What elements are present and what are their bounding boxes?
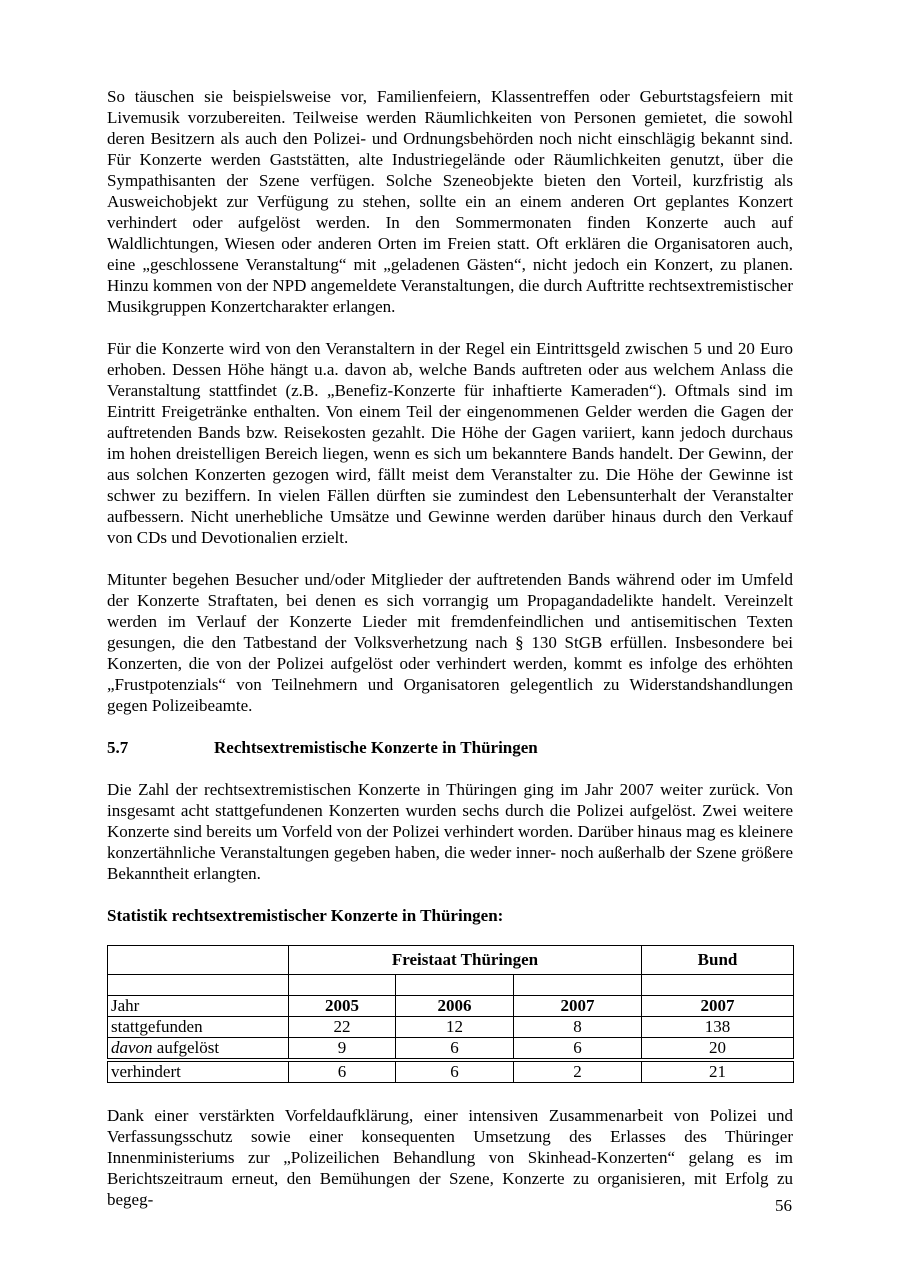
table-year-row: [108, 996, 794, 1017]
table-cell: 6: [396, 1038, 514, 1061]
paragraph-concert-count: Die Zahl der rechtsextremistischen Konzerte in Thüringen ging im Jahr 2007 weiter zurück. Von insgesamt acht stattgefundenen Konzerten wurden sechs durch die Polizei aufgelöst. Zwei weitere Konzerte sind bereits um Vorfeld von der Polizei verhindert worden. Darüber hinaus mag es kleinere konzertähnliche Veranstaltungen gegeben haben, die weder inner- noch außerhalb der Szene größere Bekanntheit erlangten.: [107, 780, 793, 883]
page-number: 56: [775, 1196, 792, 1215]
row-label: stattgefunden: [108, 1017, 289, 1038]
year-cell: 2007: [642, 996, 794, 1017]
paragraph-prevention: Dank einer verstärkten Vorfeldaufklärung, einer intensiven Zusammenarbeit von Polizei und Verfassungsschutz sowie einer konsequenten Umsetzung des Erlasses des Thüringer Innenministeriums zur „Polizeilichen Behandlung von Skinhead-Konzerten“ gelang es im Berichtszeitraum erneut, den Bemühungen der Szene, Konzerte zu organisieren, mit Erfolg zu begeg-: [107, 1106, 793, 1209]
row-label-text: aufgelöst: [152, 1038, 220, 1057]
section-heading: [107, 737, 793, 758]
table-cell: 2: [514, 1060, 642, 1083]
table-cell: [642, 975, 794, 996]
table-cell: 6: [396, 1060, 514, 1083]
document-page: [107, 86, 793, 1210]
table-spacer-row: [108, 975, 794, 996]
paragraph-venues: So täuschen sie beispielsweise vor, Familienfeiern, Klassentreffen oder Geburtstagsfeiern mit Livemusik vorzubereiten. Teilweise werden Räumlichkeiten von Personen gemietet, die sowohl deren Besitzern als auch den Polizei- und Ordnungsbehörden noch nicht einschlägig bekannt sind. Für Konzerte werden Gaststätten, alte Industriegelände oder Räumlichkeiten genutzt, über die Sympathisanten der Szene verfügen. Solche Szeneobjekte bieten den Vorteil, kurzfristig als Ausweichobjekt zur Verfügung zu stehen, sollte ein an einem anderen Ort geplantes Konzert verhindert oder aufgelöst werden. In den Sommermonaten finden Konzerte auch auf Waldlichtungen, Wiesen oder anderen Orten im Freien statt. Oft erklären die Organisatoren auch, eine „geschlossene Veranstaltung“ mit „geladenen Gästen“, nicht jedoch ein Konzert, zu planen. Hinzu kommen von der NPD angemeldete Veranstaltungen, die durch Auftritte rechtsextremistischer Musikgruppen Konzertcharakter erlangen.: [107, 87, 793, 316]
concert-statistics-table: [107, 945, 794, 1083]
table-cell: [289, 975, 396, 996]
group-header-federal: Bund: [642, 946, 794, 975]
table-cell: 138: [642, 1017, 794, 1038]
year-cell: 2006: [396, 996, 514, 1017]
table-cell: 22: [289, 1017, 396, 1038]
table-row: [108, 1060, 794, 1083]
paragraph-offences: Mitunter begehen Besucher und/oder Mitglieder der auftretenden Bands während oder im Umfeld der Konzerte Straftaten, bei denen es sich vorrangig um Propagandadelikte handelt. Vereinzelt werden im Verlauf der Konzerte Lieder mit fremdenfeindlichen und antisemitischen Texten gesungen, die den Tatbestand der Volksverhetzung nach § 130 StGB erfüllen. Insbesondere bei Konzerten, die von der Polizei aufgelöst oder verhindert werden, kommt es infolge des erhöhten „Frustpotenzials“ von Teilnehmern und Organisatoren gelegentlich zu Widerstandshandlungen gegen Polizeibeamte.: [107, 570, 793, 715]
table-cell: 20: [642, 1038, 794, 1061]
year-cell: 2005: [289, 996, 396, 1017]
section-number: 5.7: [107, 738, 129, 757]
year-label: Jahr: [108, 996, 289, 1017]
table-cell: [108, 946, 289, 975]
row-label-emphasis: davon: [111, 1038, 153, 1057]
table-header-row: [108, 946, 794, 975]
paragraph-admission: Für die Konzerte wird von den Veranstaltern in der Regel ein Eintrittsgeld zwischen 5 und 20 Euro erhoben. Dessen Höhe hängt u.a. davon ab, welche Bands auftreten oder aus welchem Anlass die Veranstaltung stattfindet (z.B. „Benefiz-Konzerte für inhaftierte Kameraden“). Oftmals sind im Eintritt Freigetränke enthalten. Von einem Teil der eingenommenen Gelder werden die Gagen der auftretenden Bands bzw. Reisekosten gezahlt. Die Höhe der Gagen variiert, kann jedoch durchaus im hohen dreistelligen Bereich liegen, wenn es sich um bekanntere Bands handelt. Der Gewinn, der aus solchen Konzerten gezogen wird, fällt meist dem Veranstalter zu. Die Höhe der Gewinne ist schwer zu beziffern. In vielen Fällen dürften sie zumindest den Lebensunterhalt der Veranstalter aufbessern. Nicht unerhebliche Umsätze und Gewinne werden darüber hinaus durch den Verkauf von CDs und Devotionalien erzielt.: [107, 339, 793, 547]
row-label: verhindert: [108, 1060, 289, 1083]
row-label: [108, 1038, 289, 1061]
group-header-state: Freistaat Thüringen: [289, 946, 642, 975]
year-cell: 2007: [514, 996, 642, 1017]
table-title: Statistik rechtsextremistischer Konzerte in Thüringen:: [107, 906, 504, 925]
section-title: Rechtsextremistische Konzerte in Thüringen: [214, 738, 538, 757]
table-cell: 9: [289, 1038, 396, 1061]
table-cell: [514, 975, 642, 996]
table-cell: [108, 975, 289, 996]
table-cell: 12: [396, 1017, 514, 1038]
table-cell: 8: [514, 1017, 642, 1038]
table-row: [108, 1038, 794, 1061]
table-cell: 6: [514, 1038, 642, 1061]
table-row: [108, 1017, 794, 1038]
table-cell: [396, 975, 514, 996]
table-cell: 21: [642, 1060, 794, 1083]
table-cell: 6: [289, 1060, 396, 1083]
